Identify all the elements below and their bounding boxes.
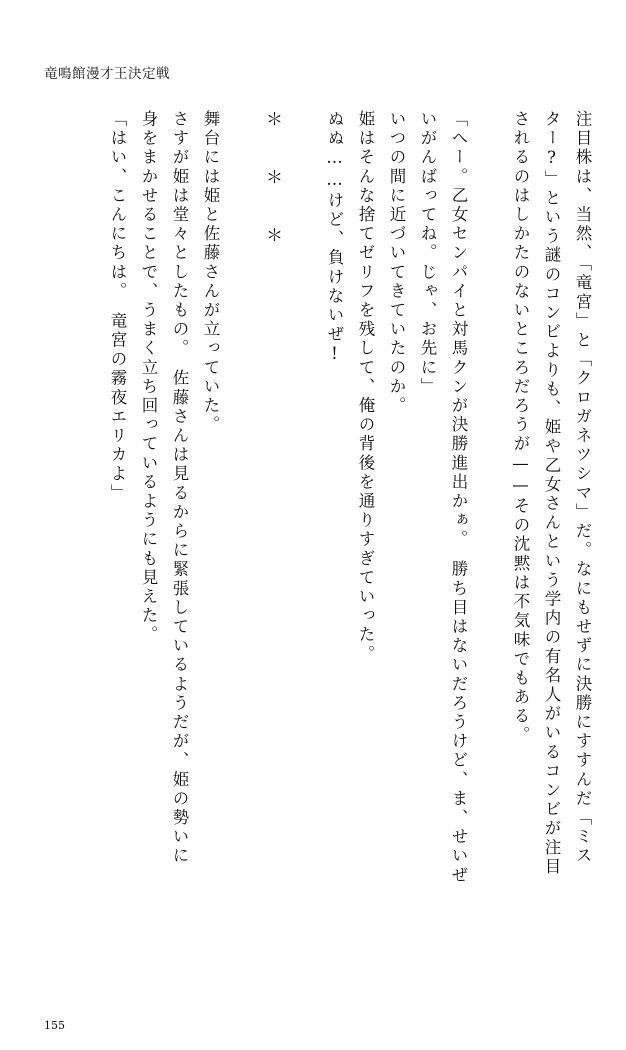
text-line: 「はい、こんにちは。 竜宮の霧夜エリカよ」 bbox=[108, 110, 127, 503]
text-line: されるのはしかたのないところだろうが——その沈黙は不気味でもある。 bbox=[511, 110, 530, 746]
text-line: 舞台には姫と佐藤さんが立っていた。 bbox=[201, 110, 220, 435]
text-line: 身をまかせることで、うまく立ち回っているようにも見えた。 bbox=[139, 110, 158, 645]
text-line: さすが姫は堂々としたもの。 佐藤さんは見るからに緊張しているようだが、姫の勢いに bbox=[170, 110, 189, 866]
page-number: 155 bbox=[44, 1019, 65, 1032]
text-line-blank bbox=[218, 110, 249, 990]
text-line: 「へー。乙女センパイと対馬クンが決勝進出かぁ。 勝ち目はないだろうけど、ま、せいぜ bbox=[449, 110, 468, 885]
text-line: 注目株は、当然、「竜宮」と「クロガネツシマ」だ。なにもせずに決勝にすすんだ「ミス bbox=[573, 110, 592, 866]
text-line-blank bbox=[466, 110, 497, 990]
text-line: いがんばってね。じゃ、お先に」 bbox=[418, 110, 437, 397]
text-line: 姫はそんな捨てゼリフを残して、俺の背後を通りすぎていった。 bbox=[356, 110, 375, 664]
running-head: 竜鳴館漫才王決定戦 bbox=[44, 66, 170, 82]
text-line: ター?」という謎のコンビよりも、姫や乙女さんという学内の有名人がいるコンビが注目 bbox=[542, 110, 561, 877]
text-line-blank bbox=[280, 110, 311, 990]
scene-break: ＊ ＊ ＊ bbox=[262, 110, 282, 255]
text-line: ぬぬ……けど、負けないぜ! bbox=[325, 110, 344, 366]
vertical-text-body bbox=[38, 110, 590, 990]
text-line: いつの間に近づいてきていたのか。 bbox=[387, 110, 406, 416]
